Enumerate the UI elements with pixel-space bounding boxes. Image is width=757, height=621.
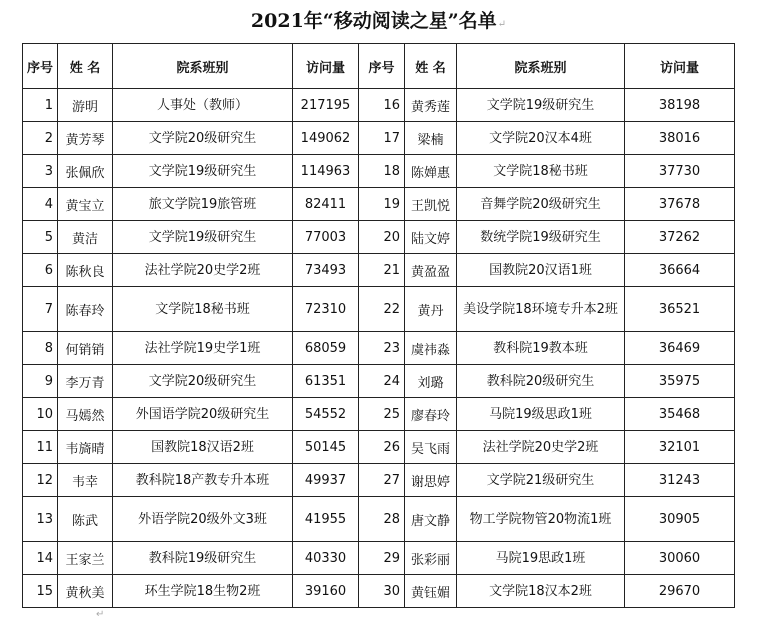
cell-name: 虞祎淼 (405, 332, 457, 365)
table-row (23, 122, 735, 155)
cell-dept: 数统学院19级研究生 (457, 221, 625, 254)
cell-visits: 114963 (293, 155, 359, 188)
cell-dept: 教科院18产教专升本班 (113, 464, 293, 497)
cell-seq: 15 (23, 575, 58, 608)
cell-visits: 37262 (625, 221, 735, 254)
cell-dept: 法社学院19史学1班 (113, 332, 293, 365)
table-row (23, 155, 735, 188)
table-row (23, 287, 735, 332)
cell-visits: 37730 (625, 155, 735, 188)
cell-seq: 16 (359, 89, 405, 122)
cell-name: 谢思婷 (405, 464, 457, 497)
table-row (23, 464, 735, 497)
cell-name: 陆文婷 (405, 221, 457, 254)
cell-visits: 72310 (293, 287, 359, 332)
header-dept-2: 院系班别 (457, 44, 625, 89)
cell-visits: 36469 (625, 332, 735, 365)
cell-dept: 文学院18汉本2班 (457, 575, 625, 608)
cell-visits: 50145 (293, 431, 359, 464)
cell-name: 陈春玲 (58, 287, 113, 332)
cell-visits: 49937 (293, 464, 359, 497)
cell-name: 王家兰 (58, 542, 113, 575)
cell-seq: 4 (23, 188, 58, 221)
cell-visits: 37678 (625, 188, 735, 221)
cell-dept: 文学院19级研究生 (457, 89, 625, 122)
cell-name: 陈婵惠 (405, 155, 457, 188)
cell-seq: 19 (359, 188, 405, 221)
cell-visits: 32101 (625, 431, 735, 464)
table-row (23, 365, 735, 398)
cell-name: 黄洁 (58, 221, 113, 254)
header-name-2: 姓 名 (405, 44, 457, 89)
table-row (23, 221, 735, 254)
cell-dept: 文学院19级研究生 (113, 155, 293, 188)
cell-name: 游明 (58, 89, 113, 122)
cell-name: 张佩欣 (58, 155, 113, 188)
cell-dept: 外语学院20级外文3班 (113, 497, 293, 542)
cell-name: 黄芳琴 (58, 122, 113, 155)
cell-dept: 教科院19级研究生 (113, 542, 293, 575)
cell-name: 陈秋良 (58, 254, 113, 287)
cell-visits: 73493 (293, 254, 359, 287)
cell-name: 王凯悦 (405, 188, 457, 221)
cell-dept: 文学院18秘书班 (113, 287, 293, 332)
cell-dept: 法社学院20史学2班 (113, 254, 293, 287)
cell-seq: 25 (359, 398, 405, 431)
cell-visits: 35975 (625, 365, 735, 398)
cell-visits: 31243 (625, 464, 735, 497)
cell-seq: 18 (359, 155, 405, 188)
cell-visits: 68059 (293, 332, 359, 365)
cell-name: 李万青 (58, 365, 113, 398)
cell-visits: 39160 (293, 575, 359, 608)
cell-dept: 文学院20级研究生 (113, 365, 293, 398)
cell-visits: 36664 (625, 254, 735, 287)
cell-seq: 14 (23, 542, 58, 575)
header-row (23, 44, 735, 89)
cell-visits: 38198 (625, 89, 735, 122)
cell-dept: 音舞学院20级研究生 (457, 188, 625, 221)
cell-seq: 22 (359, 287, 405, 332)
cell-seq: 26 (359, 431, 405, 464)
table-row (23, 254, 735, 287)
cell-visits: 77003 (293, 221, 359, 254)
cell-name: 黄秀莲 (405, 89, 457, 122)
cell-seq: 27 (359, 464, 405, 497)
cell-name: 黄宝立 (58, 188, 113, 221)
cell-dept: 马院19级思政1班 (457, 398, 625, 431)
cell-visits: 35468 (625, 398, 735, 431)
cell-visits: 29670 (625, 575, 735, 608)
cell-seq: 29 (359, 542, 405, 575)
cell-seq: 30 (359, 575, 405, 608)
cell-seq: 20 (359, 221, 405, 254)
cell-name: 黄丹 (405, 287, 457, 332)
cell-seq: 12 (23, 464, 58, 497)
cell-visits: 54552 (293, 398, 359, 431)
cell-name: 黄秋美 (58, 575, 113, 608)
title-text: 2021年“移动阅读之星”名单 (250, 10, 497, 32)
cell-visits: 30060 (625, 542, 735, 575)
cell-seq: 17 (359, 122, 405, 155)
cell-name: 陈武 (58, 497, 113, 542)
table-row (23, 188, 735, 221)
cell-seq: 5 (23, 221, 58, 254)
cell-seq: 8 (23, 332, 58, 365)
cell-dept: 文学院21级研究生 (457, 464, 625, 497)
cell-seq: 9 (23, 365, 58, 398)
cell-dept: 教科院20级研究生 (457, 365, 625, 398)
cell-seq: 24 (359, 365, 405, 398)
header-dept: 院系班别 (113, 44, 293, 89)
cell-seq: 13 (23, 497, 58, 542)
cell-dept: 马院19思政1班 (457, 542, 625, 575)
cell-visits: 30905 (625, 497, 735, 542)
cell-visits: 41955 (293, 497, 359, 542)
header-seq-2: 序号 (359, 44, 405, 89)
cell-dept: 教科院19教本班 (457, 332, 625, 365)
cell-seq: 11 (23, 431, 58, 464)
cell-dept: 旅文学院19旅管班 (113, 188, 293, 221)
cell-seq: 23 (359, 332, 405, 365)
cell-name: 韦旖晴 (58, 431, 113, 464)
cell-seq: 2 (23, 122, 58, 155)
table-row (23, 497, 735, 542)
cell-name: 黄盈盈 (405, 254, 457, 287)
cell-dept: 人事处（教师） (113, 89, 293, 122)
header-visits: 访问量 (293, 44, 359, 89)
cell-dept: 物工学院物管20物流1班 (457, 497, 625, 542)
table-row (23, 332, 735, 365)
cell-name: 何销销 (58, 332, 113, 365)
cell-visits: 82411 (293, 188, 359, 221)
table-row (23, 431, 735, 464)
paragraph-mark-icon: ↵ (96, 609, 105, 620)
cell-seq: 28 (359, 497, 405, 542)
cell-dept: 文学院20级研究生 (113, 122, 293, 155)
cell-name: 吴飞雨 (405, 431, 457, 464)
cell-dept: 文学院19级研究生 (113, 221, 293, 254)
cell-seq: 10 (23, 398, 58, 431)
cell-seq: 3 (23, 155, 58, 188)
cell-name: 韦幸 (58, 464, 113, 497)
cell-visits: 61351 (293, 365, 359, 398)
cell-seq: 6 (23, 254, 58, 287)
cell-dept: 美设学院18环境专升本2班 (457, 287, 625, 332)
cell-dept: 文学院20汉本4班 (457, 122, 625, 155)
cell-name: 唐文静 (405, 497, 457, 542)
table-row (23, 575, 735, 608)
cell-visits: 36521 (625, 287, 735, 332)
star-readers-table (22, 43, 735, 608)
cell-dept: 外国语学院20级研究生 (113, 398, 293, 431)
cell-name: 刘璐 (405, 365, 457, 398)
cell-name: 张彩丽 (405, 542, 457, 575)
header-name: 姓 名 (58, 44, 113, 89)
cell-name: 黄钰媚 (405, 575, 457, 608)
table-row (23, 89, 735, 122)
header-visits-2: 访问量 (625, 44, 735, 89)
cell-dept: 环生学院18生物2班 (113, 575, 293, 608)
cell-dept: 国教院18汉语2班 (113, 431, 293, 464)
cell-name: 梁楠 (405, 122, 457, 155)
document-title (0, 6, 757, 33)
cell-seq: 21 (359, 254, 405, 287)
header-seq: 序号 (23, 44, 58, 89)
table-row (23, 542, 735, 575)
cell-name: 廖春玲 (405, 398, 457, 431)
cell-visits: 217195 (293, 89, 359, 122)
cell-visits: 149062 (293, 122, 359, 155)
cell-visits: 40330 (293, 542, 359, 575)
cell-seq: 1 (23, 89, 58, 122)
table-row (23, 398, 735, 431)
cell-visits: 38016 (625, 122, 735, 155)
cell-seq: 7 (23, 287, 58, 332)
cell-dept: 法社学院20史学2班 (457, 431, 625, 464)
cell-name: 马嫣然 (58, 398, 113, 431)
cell-dept: 文学院18秘书班 (457, 155, 625, 188)
paragraph-mark-icon: ↵ (497, 19, 507, 30)
cell-dept: 国教院20汉语1班 (457, 254, 625, 287)
